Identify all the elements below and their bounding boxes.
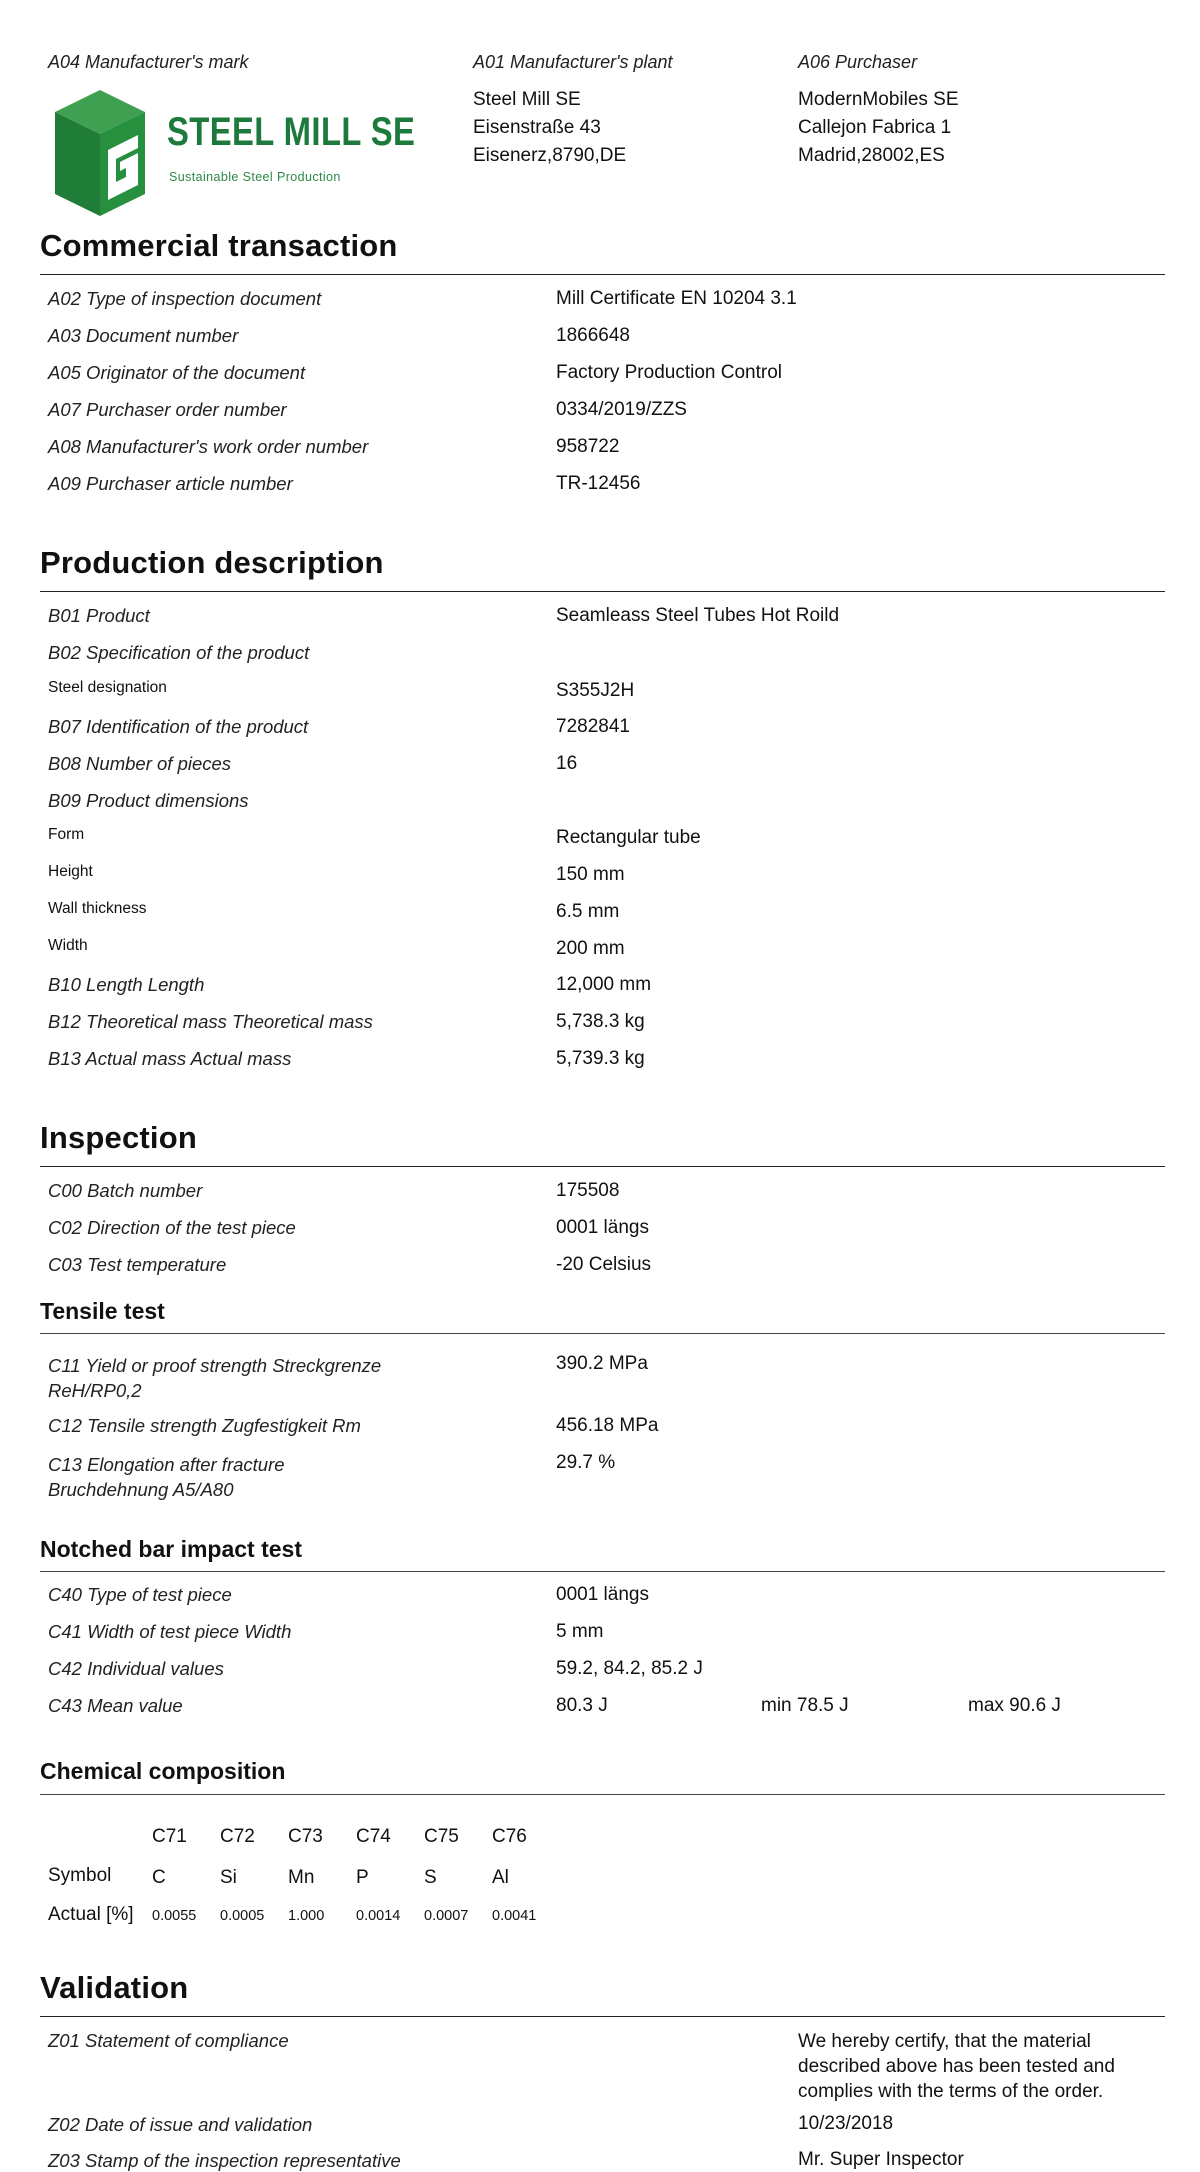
validation-divider bbox=[40, 2016, 1165, 2017]
notched-divider bbox=[40, 1571, 1165, 1572]
chem-code: C72 bbox=[220, 1826, 255, 1847]
row-value: Mill Certificate EN 10204 3.1 bbox=[556, 288, 797, 309]
chem-actual-value: 0.0055 bbox=[152, 1908, 197, 1924]
chem-actual-value: 0.0014 bbox=[356, 1908, 401, 1924]
row-label: B12 Theoretical mass Theoretical mass bbox=[48, 1011, 373, 1032]
row-label: C40 Type of test piece bbox=[48, 1584, 232, 1605]
notched-title: Notched bar impact test bbox=[40, 1536, 302, 1562]
row-label: Form bbox=[48, 826, 85, 843]
row-label: Width bbox=[48, 937, 88, 954]
purchaser-label: A06 Purchaser bbox=[798, 52, 918, 72]
row-label: B13 Actual mass Actual mass bbox=[48, 1048, 292, 1069]
production-title: Production description bbox=[40, 545, 384, 580]
logo-tagline: Sustainable Steel Production bbox=[169, 170, 341, 184]
label-line-2: ReH/RP0,2 bbox=[48, 1380, 142, 1401]
row-value: 29.7 % bbox=[556, 1452, 616, 1473]
row-label: C41 Width of test piece Width bbox=[48, 1621, 292, 1642]
row-label: A02 Type of inspection document bbox=[48, 288, 322, 309]
chem-actual-value: 1.000 bbox=[288, 1908, 325, 1924]
row-value: 200 mm bbox=[556, 938, 625, 959]
row-label: Wall thickness bbox=[48, 900, 147, 917]
plant-line-2: Eisenstraße 43 bbox=[473, 117, 601, 138]
chem-code: C71 bbox=[152, 1826, 187, 1847]
row-label: A08 Manufacturer's work order number bbox=[48, 436, 369, 457]
manufacturer-mark-label: A04 Manufacturer's mark bbox=[48, 52, 249, 72]
stamp-value: Mr. Super Inspector bbox=[798, 2149, 964, 2170]
row-label: C00 Batch number bbox=[48, 1180, 203, 1201]
statement-line-3: complies with the terms of the order. bbox=[798, 2081, 1104, 2102]
row-value: 456.18 MPa bbox=[556, 1415, 659, 1436]
row-value: Factory Production Control bbox=[556, 362, 782, 383]
mean-value: 80.3 J bbox=[556, 1695, 608, 1716]
chem-actual-value: 0.0005 bbox=[220, 1908, 265, 1924]
production-divider bbox=[40, 591, 1165, 592]
row-value: 0001 längs bbox=[556, 1217, 649, 1238]
chem-code: C75 bbox=[424, 1826, 459, 1847]
row-label bbox=[48, 1452, 285, 1502]
chem-symbol: Si bbox=[220, 1867, 237, 1888]
statement-label: Z01 Statement of compliance bbox=[48, 2030, 289, 2051]
statement-line-2: described above has been tested and bbox=[798, 2056, 1115, 2077]
row-value: 12,000 mm bbox=[556, 974, 652, 995]
row-value: 0334/2019/ZZS bbox=[556, 399, 687, 420]
stamp-label: Z03 Stamp of the inspection representative bbox=[48, 2150, 401, 2171]
plant-address bbox=[473, 86, 626, 170]
row-label: C03 Test temperature bbox=[48, 1254, 227, 1275]
row-value: 5 mm bbox=[556, 1621, 604, 1642]
row-value: 59.2, 84.2, 85.2 J bbox=[556, 1658, 703, 1679]
date-label: Z02 Date of issue and validation bbox=[48, 2114, 313, 2135]
commercial-divider bbox=[40, 274, 1165, 275]
row-label: B01 Product bbox=[48, 605, 150, 626]
validation-title: Validation bbox=[40, 1970, 189, 2005]
row-value: Rectangular tube bbox=[556, 827, 701, 848]
row-value: 16 bbox=[556, 753, 578, 774]
row-label: C02 Direction of the test piece bbox=[48, 1217, 296, 1238]
inspection-divider bbox=[40, 1166, 1165, 1167]
row-value: 6.5 mm bbox=[556, 901, 620, 922]
chem-symbol: C bbox=[152, 1867, 166, 1888]
commercial-title: Commercial transaction bbox=[40, 228, 398, 263]
row-label bbox=[48, 1353, 381, 1403]
label-line-1: C13 Elongation after fracture bbox=[48, 1454, 285, 1475]
row-label: B08 Number of pieces bbox=[48, 753, 232, 774]
statement-line-1: We hereby certify, that the material bbox=[798, 2031, 1091, 2052]
manufacturer-logo bbox=[50, 88, 416, 218]
row-label: A03 Document number bbox=[48, 325, 239, 346]
row-value: 390.2 MPa bbox=[556, 1353, 648, 1374]
actual-label: Actual [%] bbox=[48, 1904, 134, 1925]
row-value: TR-12456 bbox=[556, 473, 641, 494]
row-label: Height bbox=[48, 863, 93, 880]
row-value: 1866648 bbox=[556, 325, 630, 346]
mean-min-value: min 78.5 J bbox=[761, 1695, 849, 1716]
row-label: Steel designation bbox=[48, 679, 167, 696]
plant-line-3: Eisenerz,8790,DE bbox=[473, 145, 627, 166]
plant-label: A01 Manufacturer's plant bbox=[473, 52, 673, 72]
row-label: A07 Purchaser order number bbox=[48, 399, 287, 420]
chem-actual-value: 0.0007 bbox=[424, 1908, 469, 1924]
mean-max-value: max 90.6 J bbox=[968, 1695, 1061, 1716]
row-label: A05 Originator of the document bbox=[48, 362, 306, 383]
purchaser-line-2: Callejon Fabrica 1 bbox=[798, 117, 952, 138]
row-label: A09 Purchaser article number bbox=[48, 473, 293, 494]
chem-code: C76 bbox=[492, 1826, 527, 1847]
symbol-label: Symbol bbox=[48, 1865, 112, 1886]
row-label: B02 Specification of the product bbox=[48, 642, 310, 663]
row-value: 958722 bbox=[556, 436, 620, 457]
purchaser-address bbox=[798, 86, 959, 170]
row-value: Seamleass Steel Tubes Hot Roild bbox=[556, 605, 840, 626]
chem-code: C74 bbox=[356, 1826, 391, 1847]
logo-name: STEEL MILL SE bbox=[167, 110, 416, 154]
table-row bbox=[48, 1452, 1158, 1502]
row-value: S355J2H bbox=[556, 680, 635, 701]
chem-symbol: Mn bbox=[288, 1867, 315, 1888]
statement-text bbox=[798, 2029, 1115, 2104]
row-value: 7282841 bbox=[556, 716, 630, 737]
row-label: B09 Product dimensions bbox=[48, 790, 249, 811]
inspection-title: Inspection bbox=[40, 1120, 198, 1155]
tensile-title: Tensile test bbox=[40, 1298, 165, 1324]
plant-line-1: Steel Mill SE bbox=[473, 89, 581, 110]
row-label: C43 Mean value bbox=[48, 1695, 183, 1716]
green-cube-logo-icon bbox=[50, 88, 150, 218]
chemical-title: Chemical composition bbox=[40, 1758, 286, 1784]
row-value: 0001 längs bbox=[556, 1584, 649, 1605]
row-value: 175508 bbox=[556, 1180, 620, 1201]
row-label: C12 Tensile strength Zugfestigkeit Rm bbox=[48, 1415, 361, 1436]
row-value: -20 Celsius bbox=[556, 1254, 652, 1275]
date-value: 10/23/2018 bbox=[798, 2113, 894, 2134]
chem-symbol: S bbox=[424, 1867, 437, 1888]
chem-symbol: Al bbox=[492, 1867, 509, 1888]
chem-code: C73 bbox=[288, 1826, 323, 1847]
label-line-1: C11 Yield or proof strength Streckgrenze bbox=[48, 1355, 382, 1376]
row-label: B07 Identification of the product bbox=[48, 716, 309, 737]
row-label: B10 Length Length bbox=[48, 974, 205, 995]
row-label: C42 Individual values bbox=[48, 1658, 224, 1679]
chem-actual-value: 0.0041 bbox=[492, 1908, 537, 1924]
tensile-divider bbox=[40, 1333, 1165, 1334]
purchaser-line-1: ModernMobiles SE bbox=[798, 89, 959, 110]
chemical-divider bbox=[40, 1794, 1165, 1795]
row-value: 5,739.3 kg bbox=[556, 1048, 645, 1069]
label-line-2: Bruchdehnung A5/A80 bbox=[48, 1479, 234, 1500]
row-value: 5,738.3 kg bbox=[556, 1011, 645, 1032]
table-row bbox=[48, 1353, 1158, 1403]
purchaser-line-3: Madrid,28002,ES bbox=[798, 145, 945, 166]
chem-symbol: P bbox=[356, 1867, 369, 1888]
row-value: 150 mm bbox=[556, 864, 625, 885]
